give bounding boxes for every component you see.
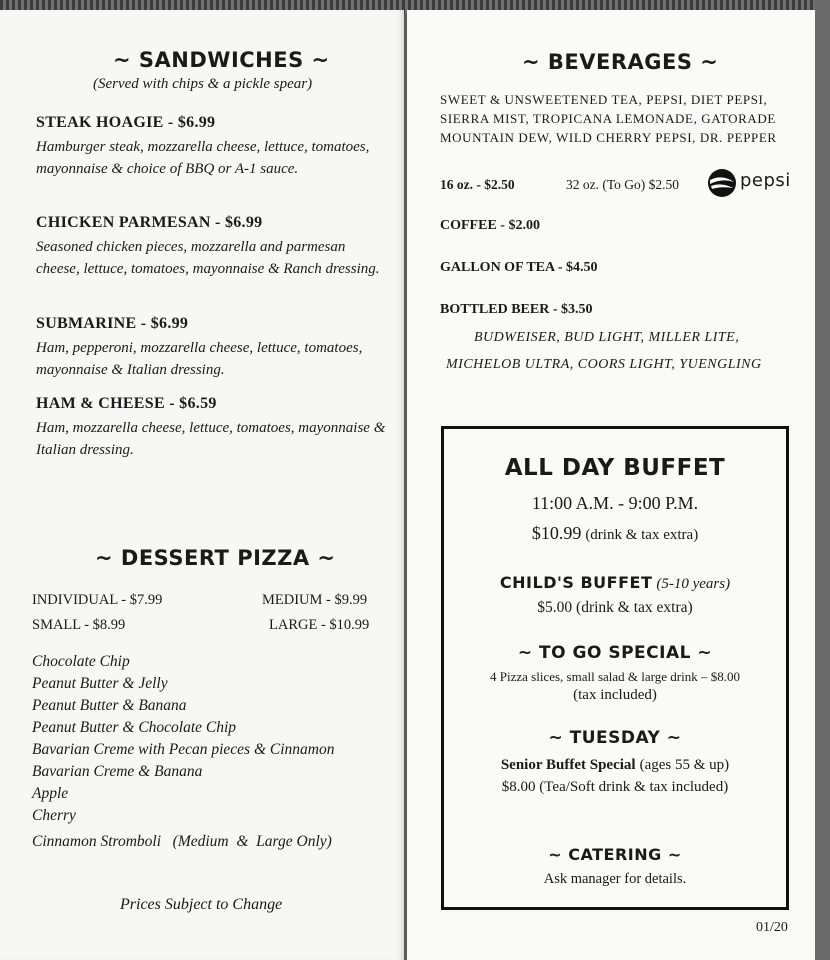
list-item: Bavarian Creme with Pecan pieces & Cinnamon (32, 741, 335, 758)
togo-special-desc: 4 Pizza slices, small salad & large drink – $8.00 (490, 669, 740, 684)
steak-hoagie-title: STEAK HOAGIE - $6.99 (36, 114, 216, 131)
size-large: LARGE - $10.99 (269, 617, 370, 633)
buffet-hours: 11:00 A.M. - 9:00 P.M. (531, 493, 699, 513)
ham-cheese-title: HAM & CHEESE - $6.59 (36, 395, 217, 412)
child-buffet-title: CHILD'S BUFFET (499, 573, 653, 592)
list-item: Cinnamon Stromboli (Medium & Large Only) (32, 833, 332, 850)
list-item: Peanut Butter & Banana (32, 697, 187, 714)
togo-special-heading: ~ TO GO SPECIAL ~ (517, 643, 713, 663)
chicken-parmesan-description: Seasoned chicken pieces, mozzarella and parmesan cheese, lettuce, tomatoes, mayonnaise & Ranch dressing. (36, 239, 380, 277)
coffee-price: COFFEE - $2.00 (440, 218, 540, 233)
senior-special-price: $8.00 (Tea/Soft drink & tax included) (501, 779, 729, 795)
sandwiches-heading: ~ SANDWICHES ~ (113, 48, 330, 72)
beer-list-line1: BUDWEISER, BUD LIGHT, MILLER LITE, (474, 330, 740, 345)
child-buffet-line (444, 573, 786, 593)
senior-special-line (444, 756, 786, 774)
list-item: Chocolate Chip (32, 653, 130, 670)
submarine-description: Ham, pepperoni, mozzarella cheese, lettuce, tomatoes, mayonnaise & Italian dressing. (36, 340, 363, 378)
date-code: 01/20 (756, 920, 788, 935)
pepsi-globe-icon (707, 168, 737, 198)
size-32oz-price: 32 oz. (To Go) $2.50 (566, 177, 680, 192)
senior-special-label: Senior Buffet Special (500, 757, 636, 773)
pepsi-logo (707, 168, 797, 198)
senior-special-ages: (ages 55 & up) (639, 757, 730, 773)
buffet-price-line (444, 523, 786, 544)
buffet-title: ALL DAY BUFFET (504, 455, 726, 481)
beer-list-line2: MICHELOB ULTRA, COORS LIGHT, YUENGLING (446, 357, 762, 372)
buffet-price: $10.99 (531, 523, 582, 543)
beverages-heading: ~ BEVERAGES ~ (522, 50, 719, 74)
buffet-price-note: (drink & tax extra) (585, 527, 699, 543)
prices-note: Prices Subject to Change (120, 896, 283, 913)
ham-cheese-description: Ham, mozzarella cheese, lettuce, tomatoes, mayonnaise & Italian dressing. (36, 420, 386, 458)
catering-note: Ask manager for details. (543, 871, 687, 887)
size-small: SMALL - $8.99 (32, 617, 126, 633)
size-medium: MEDIUM - $9.99 (262, 592, 368, 608)
child-buffet-price: $5.00 (drink & tax extra) (537, 599, 693, 616)
submarine-title: SUBMARINE - $6.99 (36, 315, 189, 332)
list-item: Bavarian Creme & Banana (32, 763, 203, 780)
steak-hoagie-description: Hamburger steak, mozzarella cheese, lettuce, tomatoes, mayonnaise & choice of BBQ or A-1 sauce. (36, 139, 370, 177)
buffet-box (441, 426, 789, 910)
table-edge (815, 0, 830, 960)
list-item: Peanut Butter & Jelly (32, 675, 168, 692)
togo-special-tax: (tax included) (573, 687, 657, 703)
bottled-beer-price: BOTTLED BEER - $3.50 (440, 302, 593, 317)
size-individual: INDIVIDUAL - $7.99 (32, 592, 163, 608)
dessert-pizza-heading: ~ DESSERT PIZZA ~ (95, 546, 336, 570)
pepsi-wordmark: pepsi (740, 170, 791, 191)
child-buffet-ages: (5-10 years) (656, 576, 731, 592)
list-item: Apple (32, 785, 69, 802)
sandwiches-subtitle: (Served with chips & a pickle spear) (93, 76, 313, 92)
tuesday-heading: ~ TUESDAY ~ (548, 728, 682, 748)
size-16oz-price: 16 oz. - $2.50 (440, 177, 515, 192)
dessert-flavor-list (32, 651, 392, 853)
list-item: Cherry (32, 807, 76, 824)
list-item: Peanut Butter & Chocolate Chip (32, 719, 237, 736)
chicken-parmesan-title: CHICKEN PARMESAN - $6.99 (36, 214, 263, 231)
gallon-tea-price: GALLON OF TEA - $4.50 (440, 260, 598, 275)
catering-heading: ~ CATERING ~ (548, 845, 682, 864)
soda-list: SWEET & UNSWEETENED TEA, PEPSI, DIET PEPSI, SIERRA MIST, TROPICANA LEMONADE, GATORADE MOUNTAIN DEW, WILD CHERRY PEPSI, DR. PEPPER (440, 92, 777, 145)
